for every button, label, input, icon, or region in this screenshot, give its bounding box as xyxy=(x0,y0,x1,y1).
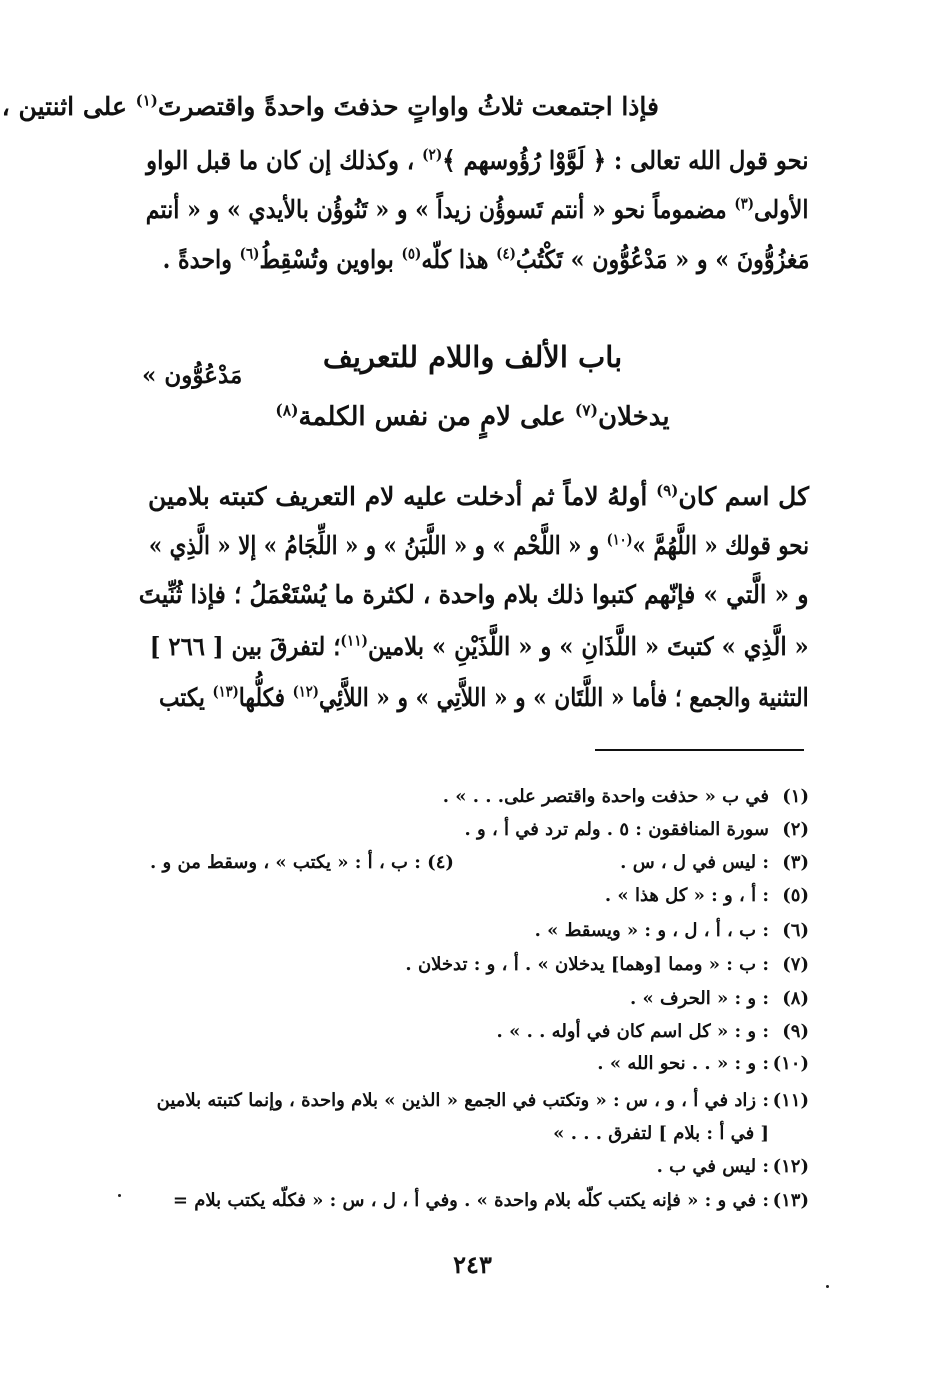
footnote-2 xyxy=(464,819,809,840)
footnote-text: : أ ، و : « كل هذا » . xyxy=(604,885,769,906)
footnote-number: (١٠) xyxy=(772,1053,809,1074)
top-text-2: نحو قول الله تعالى : ﴿ لَوَّوْا رُؤُوسهم ﴾$^{(٢)}$ ، وكذلك إن كان ما قبل الواو xyxy=(146,145,809,175)
scan-speck xyxy=(118,1194,121,1197)
top-line-3 xyxy=(139,193,809,227)
footnote-text: في ب « حذفت واحدة واقتصر على. . . » . xyxy=(442,786,769,807)
main-text-1: كل اسم كان$^{(٩)}$ أولهُ لاماً ثم أدخلت عليه لام التعريف كتبته بلامين xyxy=(148,481,809,511)
top-line-2 xyxy=(139,144,809,178)
footnote-4 xyxy=(150,852,454,873)
main-line-2 xyxy=(139,529,809,563)
footnote-text: : ب : « ومما [وهما] يدخلان » . أ ، و : تدخلان . xyxy=(405,954,769,975)
footnote-text: : ب ، أ ، ل ، و : « ويسقط » . xyxy=(534,920,769,941)
footnote-number: (٧) xyxy=(782,954,809,975)
footnote-11 xyxy=(157,1090,809,1111)
main-line-1 xyxy=(139,480,809,514)
footnote-text: : ليس في ب . xyxy=(656,1156,769,1177)
footnote-7 xyxy=(405,954,809,975)
main-text-5: التثنية والجمع ؛ فأما « اللَّتَان » و « اللاَّتِي » و « اللاَّئِي$^{(١٢)}$ فكلُّها$^{(١٣)}$ يكتب xyxy=(159,682,809,712)
footnote-number: (٤) xyxy=(427,852,454,873)
page-number: ٢٤٣ xyxy=(453,1250,492,1279)
footnote-12 xyxy=(657,1156,809,1177)
top-text-3: الأولى$^{(٣)}$ مضموماً نحو « أنتم تَسوؤُن زيداً » و « تَنُوؤُن بالأيدي » و « أنتم xyxy=(146,194,809,224)
footnote-13 xyxy=(173,1190,809,1211)
main-text-3: و « الَّتي » فإنّهم كتبوا ذلك بلام واحدة ، لكثرة ما يُسْتَعْمَلُ ؛ فإذا ثُنِّيتَ xyxy=(139,580,809,609)
scan-speck xyxy=(826,1285,829,1288)
main-text-4: « الَّذِي » كتبتَ « اللَّذَانِ » و « اللَّذَيْنِ » بلامين$^{(١١)}$؛ لتفرقَ بين [ ٢٦٦ ] xyxy=(150,631,809,661)
chapter-subtitle: يدخلان$^{(٧)}$ على لامٍ من نفس الكلمة$^{(٨)}$ xyxy=(275,400,670,432)
footnote-text: [ في أ : بلام ] لتفرق . . . » xyxy=(553,1123,769,1144)
footnote-number: (١٣) xyxy=(772,1190,809,1211)
main-text-2: نحو قولك « اللَّهُمَّ »$^{(١٠)}$ و « اللَّحْم » و « اللَّبَنُ » و « اللِّجَامُ » إلا « الَّذِي » xyxy=(148,530,809,560)
footnote-1 xyxy=(443,786,809,807)
footnote-9 xyxy=(497,1021,809,1042)
footnote-text: : ب ، أ : « يكتب » ، وسقط من و . xyxy=(150,852,421,873)
footnote-8 xyxy=(630,988,809,1009)
footnote-text: : زاد في أ ، و ، س : « وتكتب في الجمع « الذين » بلام واحدة ، وإنما كتبته بلامين xyxy=(156,1090,769,1111)
footnote-text: : و : « الحرف » . xyxy=(629,988,769,1009)
footnote-5 xyxy=(605,885,809,906)
footnote-number: (٩) xyxy=(782,1021,809,1042)
footnote-text: : و : « . . نحو الله » . xyxy=(597,1053,769,1074)
top-line-4 xyxy=(139,243,809,277)
chapter-title: باب الألف واللام للتعريف xyxy=(322,340,623,374)
footnote-text: سورة المنافقون : ٥ . ولم ترد في أ ، و . xyxy=(464,819,769,840)
footnote-number: (١١) xyxy=(772,1090,809,1111)
main-line-4 xyxy=(139,630,809,664)
footnote-text: : ليس في ل ، س . xyxy=(620,852,769,873)
footnote-text: : في و : « فإنه يكتب كلّه بلام واحدة » . وفي أ ، ل ، س : « فكلّه يكتب بلام = xyxy=(172,1190,769,1211)
footnote-number: (١٢) xyxy=(772,1156,809,1177)
footnote-number: (٦) xyxy=(782,920,809,941)
top-text-1: فإذا اجتمعت ثلاثُ واواتٍ حذفتَ واحدةً واقتصرتَ$^{(١)}$ على اثنتين ، xyxy=(1,91,659,121)
marginal-note: مَدْعُوُّون » xyxy=(142,362,243,389)
main-line-3 xyxy=(139,578,809,612)
footnote-number: (١) xyxy=(782,786,809,807)
top-text-4: مَغزُوُّونَ » و « مَدْعُوُّون » تَكْتُبُ$^{(٤)}$ هذا كلّه$^{(٥)}$ بواوين وتُسْقِطُ$^{(٦)}$ واحدةً . xyxy=(162,244,809,274)
footnote-text: : و : « كل اسم كان في أوله . . » . xyxy=(496,1021,769,1042)
footnote-number: (٣) xyxy=(782,852,809,873)
footnote-number: (٢) xyxy=(782,819,809,840)
footnote-6 xyxy=(535,920,809,941)
footnote-3 xyxy=(620,852,809,873)
footnote-number: (٨) xyxy=(782,988,809,1009)
footnote-number: (٥) xyxy=(782,885,809,906)
main-line-5 xyxy=(139,681,809,715)
footnote-10 xyxy=(597,1053,809,1074)
footnote-11-continued xyxy=(553,1123,769,1144)
footnote-separator xyxy=(595,749,804,751)
top-line-1 xyxy=(1,90,659,124)
